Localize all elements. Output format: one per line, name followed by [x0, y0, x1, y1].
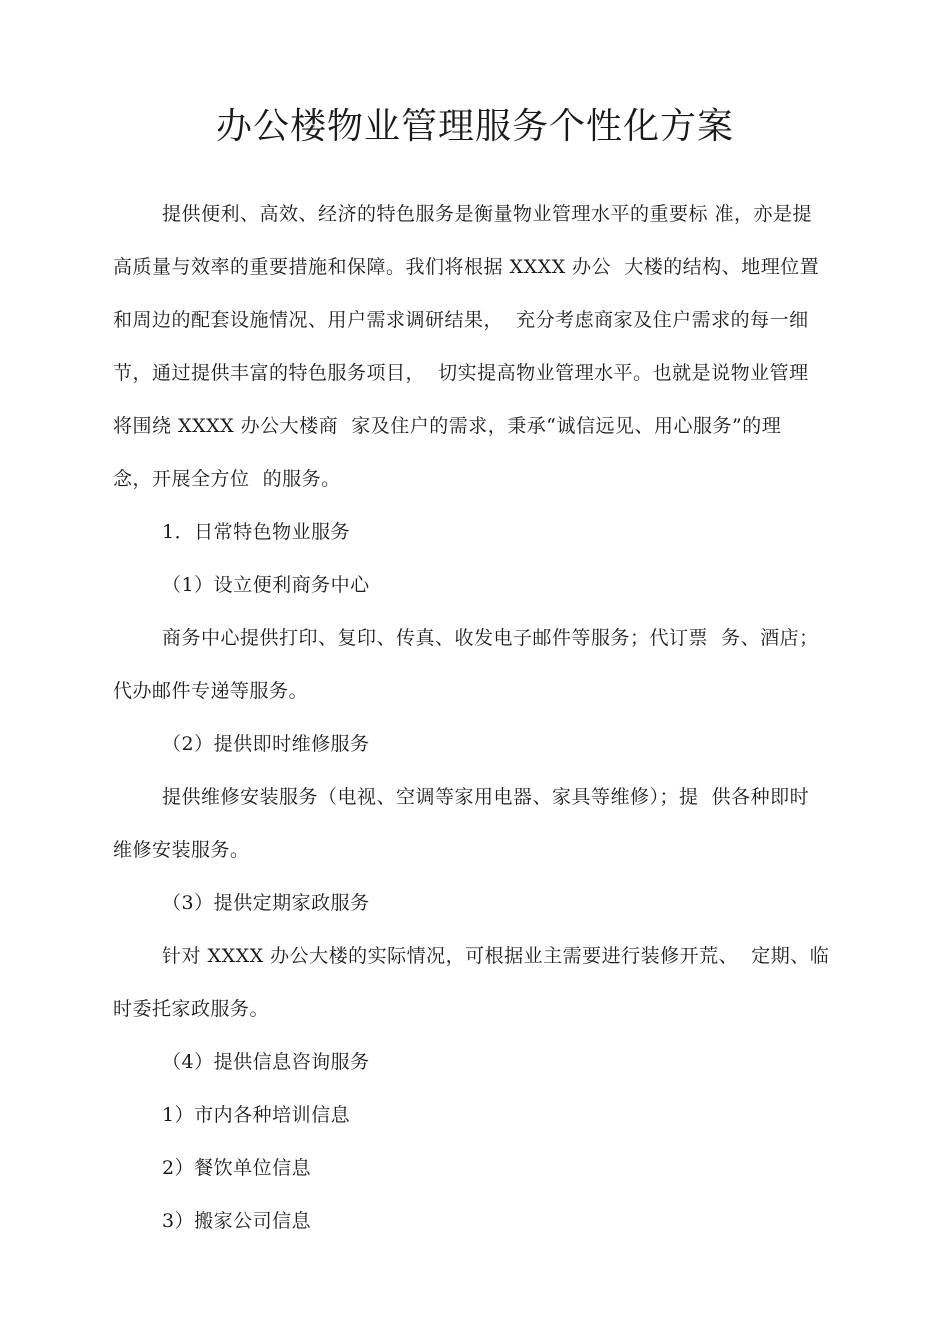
- list-item: 1）市内各种培训信息: [162, 1104, 351, 1126]
- subsection-heading: （1）设立便利商务中心: [162, 574, 370, 596]
- body-text-line: 维修安装服务。: [113, 839, 250, 861]
- intro-paragraph-line: 提供便利、高效、经济的特色服务是衡量物业管理水平的重要标 准，亦是提: [162, 203, 813, 225]
- list-item: 3）搬家公司信息: [162, 1210, 312, 1232]
- body-text-line: 商务中心提供打印、复印、传真、收发电子邮件等服务；代订票 务、酒店；: [162, 627, 819, 649]
- subsection-heading: （3）提供定期家政服务: [162, 892, 370, 914]
- intro-paragraph-line: 念，开展全方位 的服务。: [113, 468, 341, 490]
- section-heading: 1．日常特色物业服务: [162, 521, 351, 543]
- body-text-line: 针对 XXXX 办公大楼的实际情况，可根据业主需要进行装修开荒、 定期、临: [162, 945, 830, 967]
- body-text-line: 时委托家政服务。: [113, 998, 270, 1020]
- intro-paragraph-line: 和周边的配套设施情况、用户需求调研结果， 充分考虑商家及住户需求的每一细: [113, 309, 809, 331]
- intro-paragraph-line: 将围绕 XXXX 办公大楼商 家及住户的需求，秉承“诚信远见、用心服务”的理: [113, 415, 782, 437]
- subsection-heading: （4）提供信息咨询服务: [162, 1051, 370, 1073]
- document-title: 办公楼物业管理服务个性化方案: [215, 106, 734, 147]
- body-text-line: 提供维修安装服务（电视、空调等家用电器、家具等维修）；提 供各种即时: [162, 786, 810, 808]
- intro-paragraph-line: 高质量与效率的重要措施和保障。我们将根据 XXXX 办公 大楼的结构、地理位置: [113, 256, 820, 278]
- subsection-heading: （2）提供即时维修服务: [162, 733, 370, 755]
- intro-paragraph-line: 节，通过提供丰富的特色服务项目， 切实提高物业管理水平。也就是说物业管理: [113, 362, 809, 384]
- list-item: 2）餐饮单位信息: [162, 1157, 312, 1179]
- body-text-line: 代办邮件专递等服务。: [113, 680, 309, 702]
